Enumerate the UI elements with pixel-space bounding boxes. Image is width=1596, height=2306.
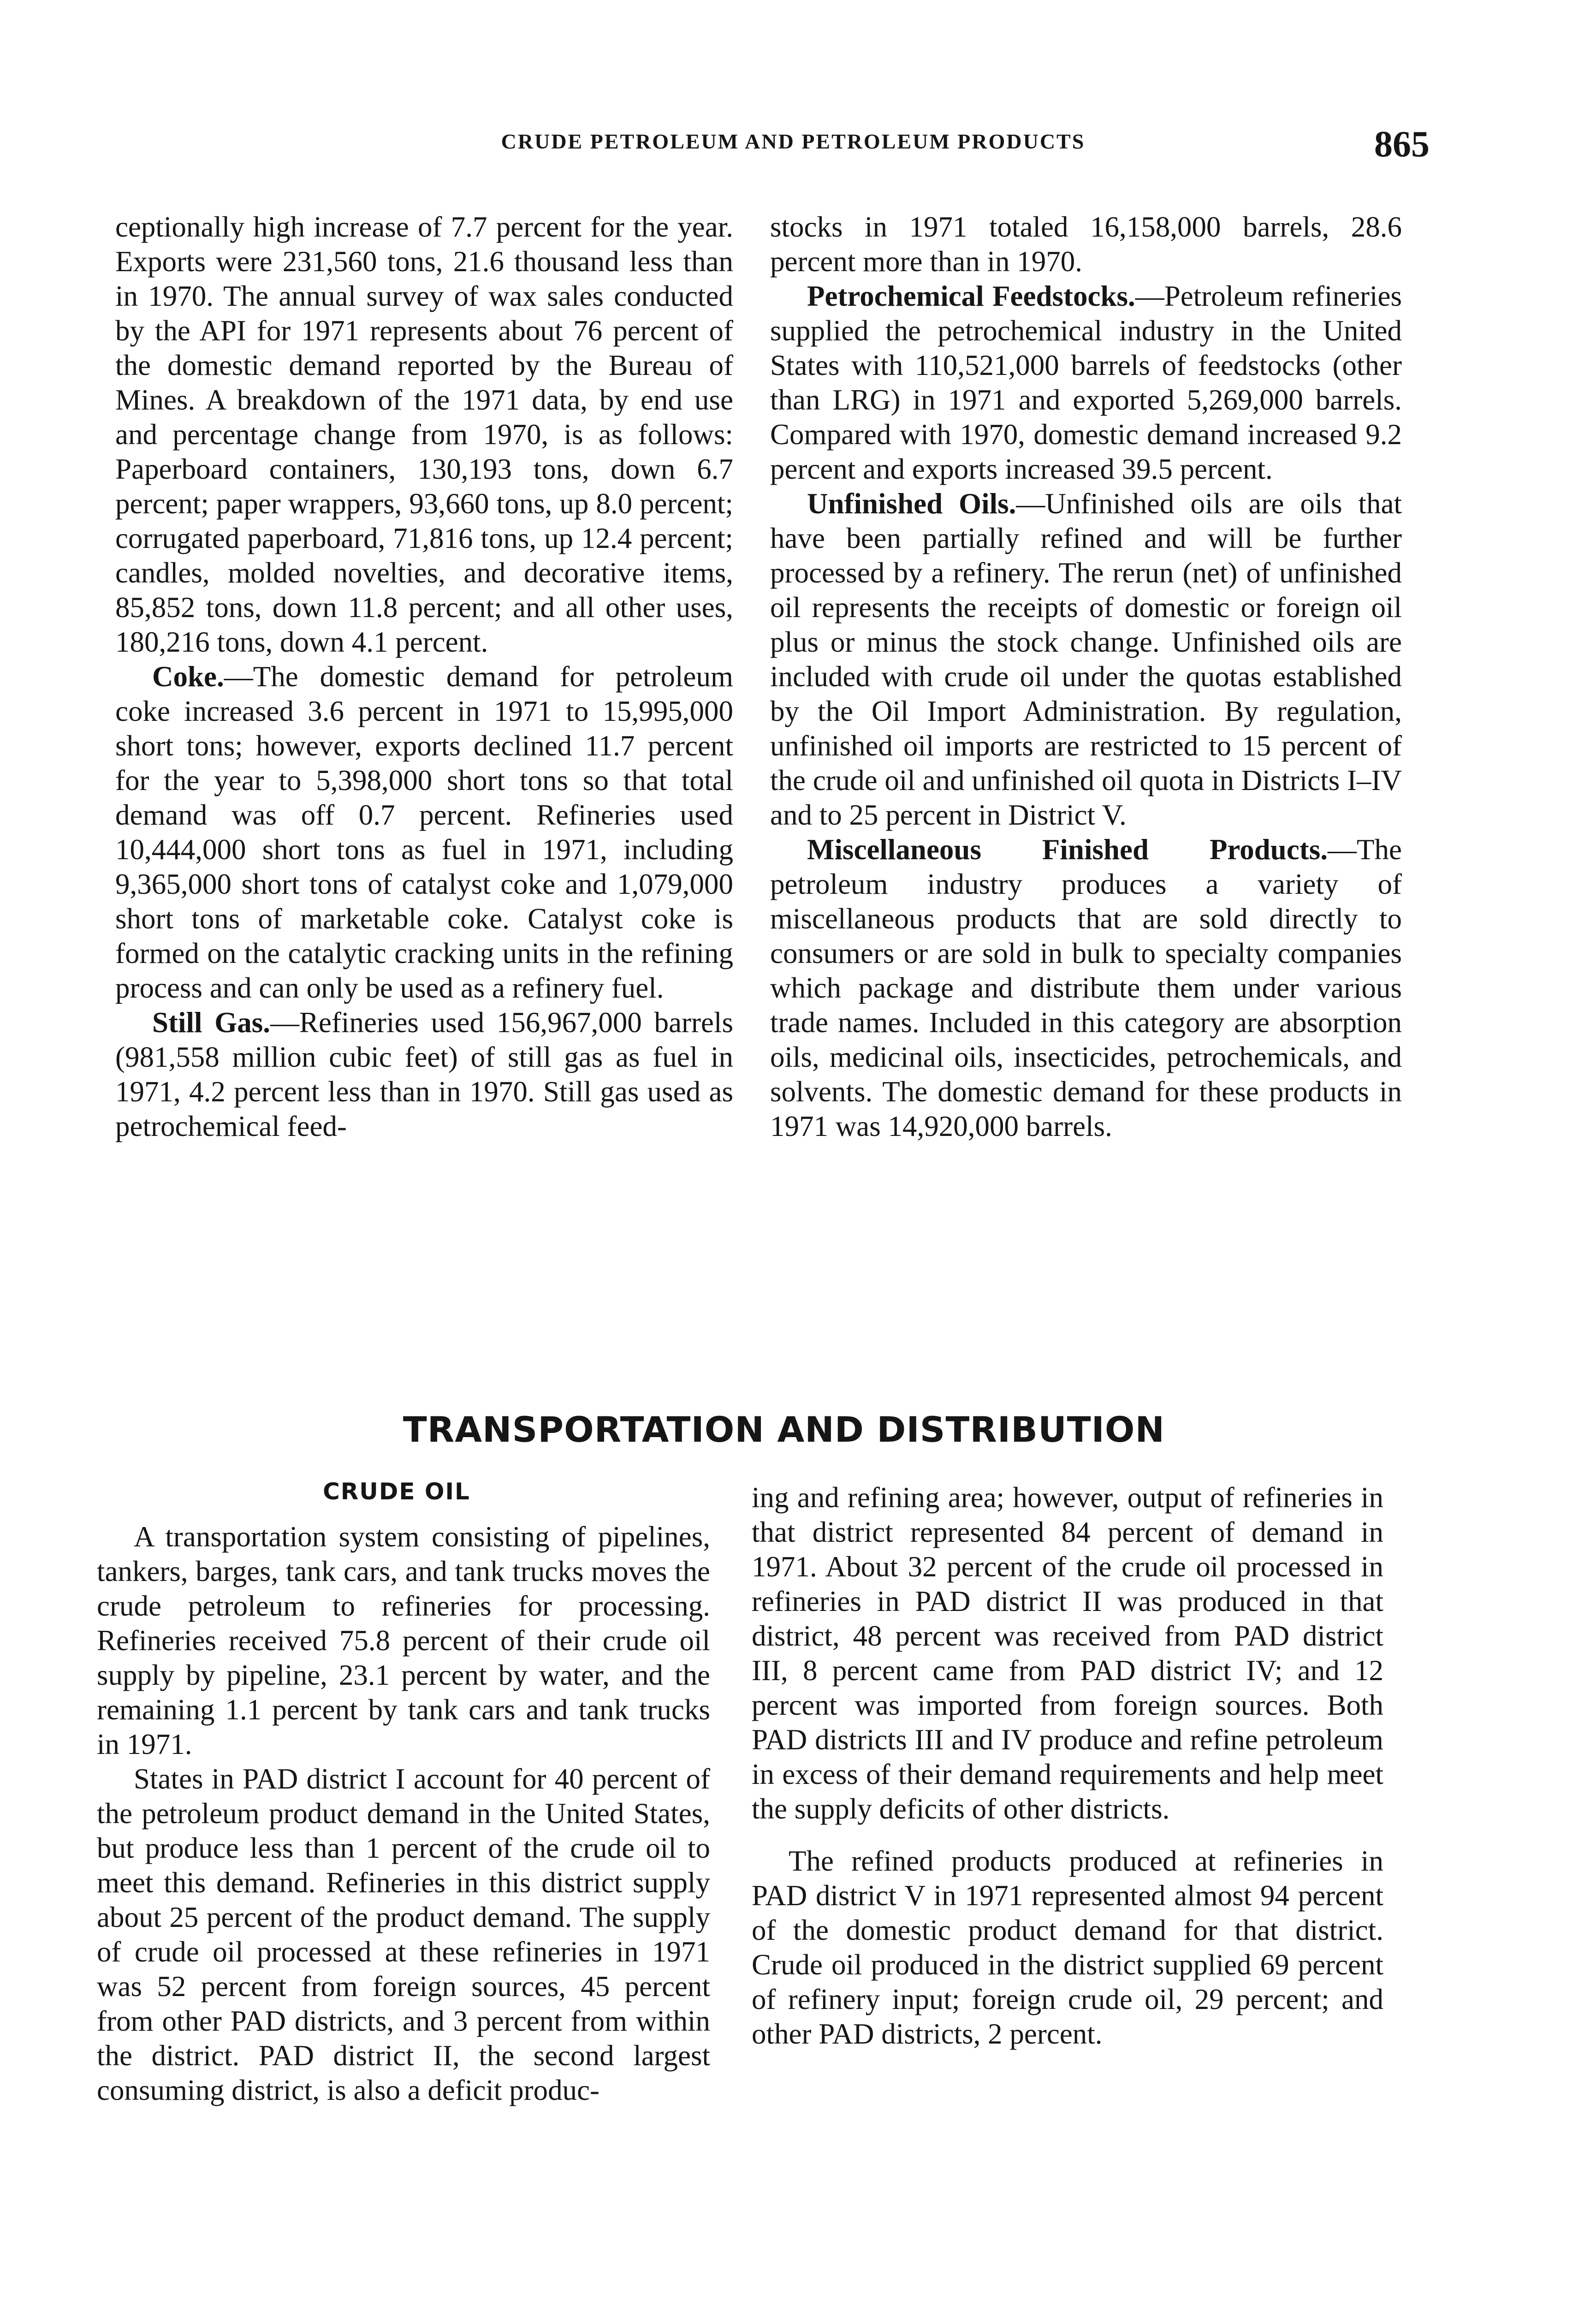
bottom-left-column bbox=[97, 1520, 710, 2108]
paragraph bbox=[97, 1762, 710, 2108]
run-in-heading: Petrochemical Feedstocks. bbox=[807, 280, 1135, 312]
paragraph bbox=[115, 210, 733, 660]
paragraph bbox=[752, 1844, 1383, 2051]
run-in-heading: Still Gas. bbox=[152, 1006, 271, 1039]
paragraph-coke bbox=[115, 660, 733, 1005]
paragraph-text: ceptionally high increase of 7.7 percent for the year. Exports were 231,560 tons, 21.6 thousand less than in 1970. The annual survey of wax sales conducted by the API for 1971 represents about 76 percent of the domestic demand reported by the Bureau of Mines. A breakdown of the 1971 data, by end use and percentage change from 1970, is as follows: Paperboard containers, 130,193 tons, down 6.7 percent; paper wrappers, 93,660 tons, up 8.0 percent; corrugated paperboard, 71,816 tons, up 12.4 percent; candles, molded novelties, and decorative items, 85,852 tons, down 11.8 percent; and all other uses, 180,216 tons, down 4.1 percent. bbox=[115, 211, 733, 658]
paragraph-miscellaneous-finished-products bbox=[770, 832, 1402, 1144]
paragraph-text: The refined products produced at refineries in PAD district V in 1971 represented almost 94 percent of the domestic product demand for that district. Crude oil produced in the district supplied 69 percent of refinery input; foreign crude oil, 29 percent; and other PAD districts, 2 percent. bbox=[752, 1845, 1383, 2050]
paragraph-text: —Unfinished oils are oils that have been partially refined and will be further processed by a refinery. The rerun (net) of unfinished oil represents the receipts of domestic or foreign oil plus or minus the stock change. Unfinished oils are included with crude oil under the quotas established by the Oil Import Administration. By regulation, unfinished oil imports are restricted to 15 percent of the crude oil and unfinished oil quota in Districts I–IV and to 25 percent in District V. bbox=[770, 487, 1402, 831]
paragraph bbox=[752, 1480, 1383, 1826]
top-left-column bbox=[115, 210, 733, 1144]
paragraph-still-gas bbox=[115, 1005, 733, 1144]
paragraph-petrochemical-feedstocks bbox=[770, 279, 1402, 487]
bottom-right-column bbox=[752, 1480, 1383, 2051]
running-head: CRUDE PETROLEUM AND PETROLEUM PRODUCTS bbox=[501, 130, 1086, 153]
top-right-column bbox=[770, 210, 1402, 1144]
paragraph-text: A transportation system consisting of pipelines, tankers, barges, tank cars, and tank trucks moves the crude petroleum to refineries for processing. Refineries received 75.8 percent of their crude oil supply by pipeline, 23.1 percent by water, and the remaining 1.1 percent by tank cars and tank trucks in 1971. bbox=[97, 1521, 710, 1760]
paragraph-unfinished-oils bbox=[770, 487, 1402, 832]
paragraph-text: States in PAD district I account for 40 percent of the petroleum product demand in the United States, but produce less than 1 percent of the crude oil to meet this demand. Refineries in this district supply about 25 percent of the product demand. The supply of crude oil processed at these refineries in 1971 was 52 percent from foreign sources, 45 percent from other PAD districts, and 3 percent from within the district. PAD district II, the second largest consuming district, is also a deficit produc- bbox=[97, 1763, 710, 2106]
paragraph-text: ing and refining area; however, output of refineries in that district represented 84 percent of demand in 1971. About 32 percent of the crude oil processed in refineries in PAD district II was produced in that district, 48 percent was received from PAD district III, 8 percent came from PAD district IV; and 12 percent was imported from foreign sources. Both PAD districts III and IV produce and refine petroleum in excess of their demand requirements and help meet the supply deficits of other districts. bbox=[752, 1481, 1383, 1825]
run-in-heading: Unfinished Oils. bbox=[807, 487, 1016, 520]
paragraph-text: —The petroleum industry produces a variety of miscellaneous products that are sold directly to consumers or are sold in bulk to specialty companies which package and distribute them under various trade names. Included in this category are absorption oils, medicinal oils, insecticides, petrochemicals, and solvents. The domestic demand for these products in 1971 was 14,920,000 barrels. bbox=[770, 833, 1402, 1142]
section-heading: TRANSPORTATION AND DISTRIBUTION bbox=[403, 1409, 1165, 1450]
paragraph-text: —Refineries used 156,967,000 barrels (981,558 million cubic feet) of still gas as fuel in 1971, 4.2 percent less than in 1970. Still gas used as petrochemical feed- bbox=[115, 1006, 733, 1142]
paragraph-text: stocks in 1971 totaled 16,158,000 barrels, 28.6 percent more than in 1970. bbox=[770, 211, 1402, 278]
paragraph bbox=[770, 210, 1402, 279]
paragraph bbox=[97, 1520, 710, 1762]
paragraph-text: —Petroleum refineries supplied the petrochemical industry in the United States with 110,521,000 barrels of feedstocks (other than LRG) in 1971 and exported 5,269,000 barrels. Compared with 1970, domestic demand increased 9.2 percent and exports increased 39.5 percent. bbox=[770, 280, 1402, 485]
sub-heading: CRUDE OIL bbox=[323, 1478, 470, 1505]
page-number: 865 bbox=[1374, 124, 1430, 165]
run-in-heading: Coke. bbox=[152, 660, 224, 693]
paragraph-text: —The domestic demand for petroleum coke increased 3.6 percent in 1971 to 15,995,000 short tons; however, exports declined 11.7 percent for the year to 5,398,000 short tons so that total demand was off 0.7 percent. Refineries used 10,444,000 short tons as fuel in 1971, including 9,365,000 short tons of catalyst coke and 1,079,000 short tons of marketable coke. Catalyst coke is formed on the catalytic cracking units in the refining process and can only be used as a refinery fuel. bbox=[115, 660, 733, 1004]
run-in-heading: Miscellaneous Finished Products. bbox=[807, 833, 1328, 866]
